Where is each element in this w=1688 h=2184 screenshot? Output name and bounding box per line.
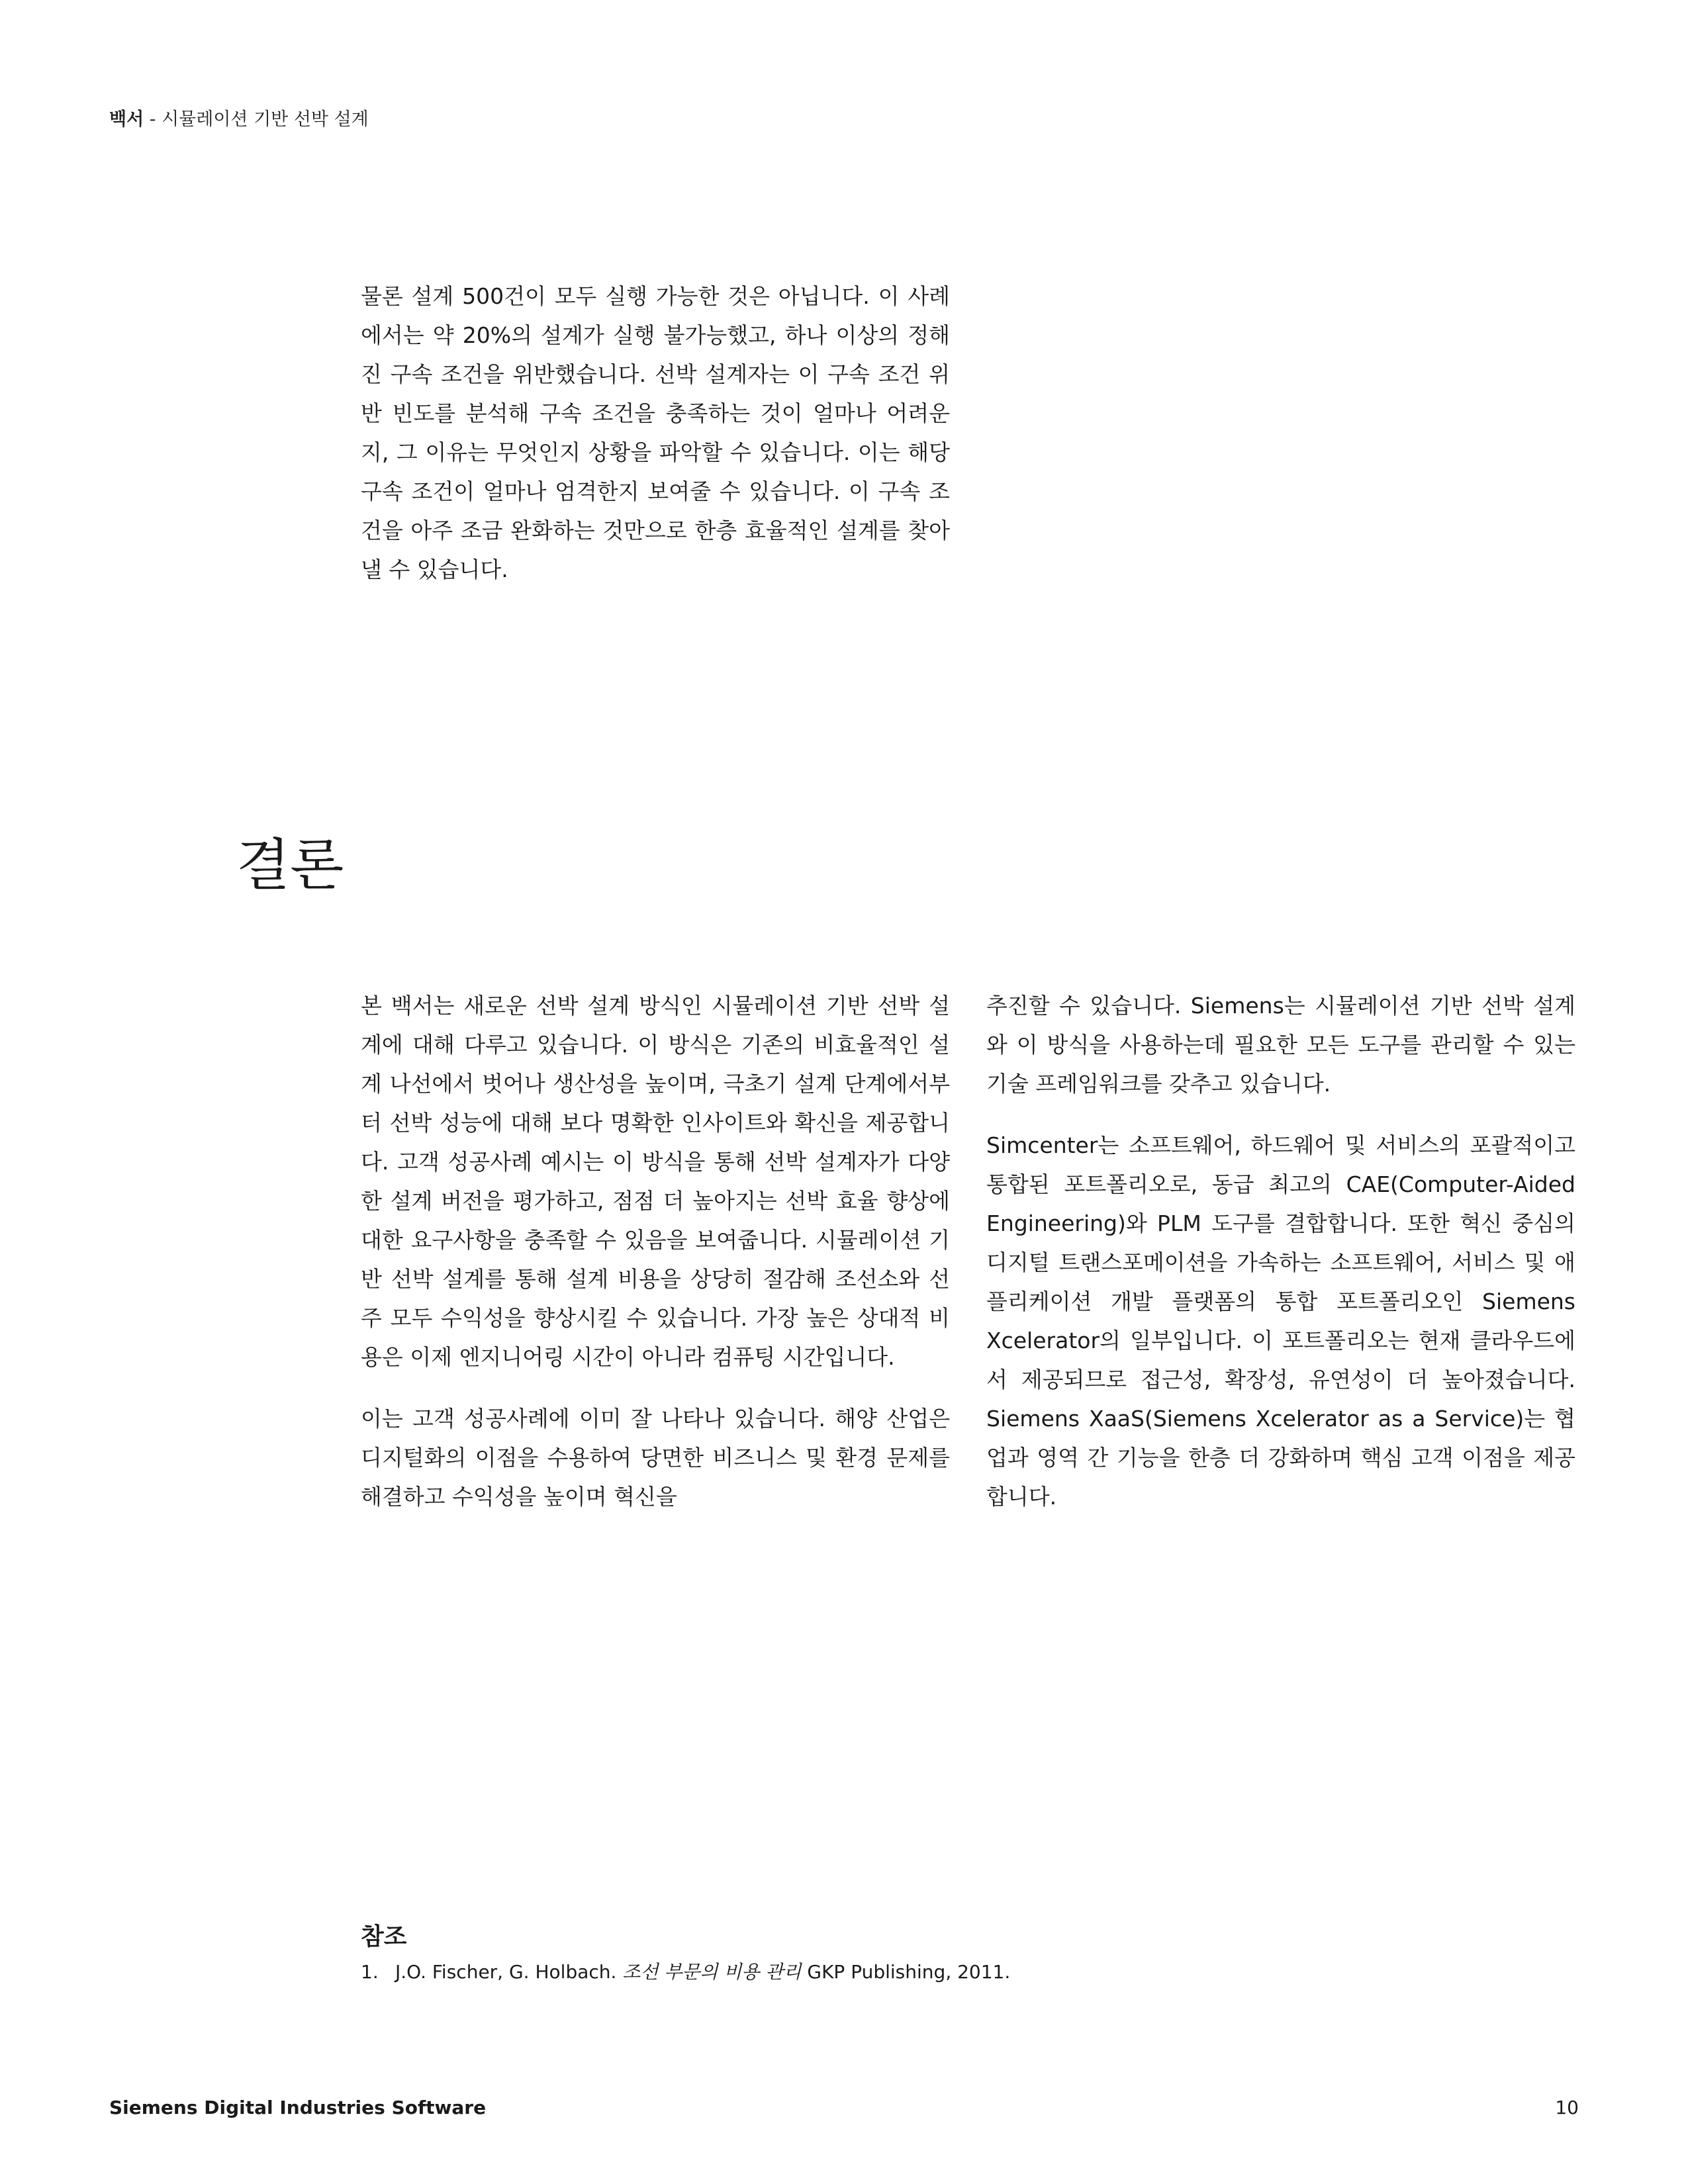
conclusion-left-column (361, 986, 950, 1539)
conclusion-paragraph: 본 백서는 새로운 선박 설계 방식인 시뮬레이션 기반 선박 설계에 대해 다루고 있습니다. 이 방식은 기존의 비효율적인 설계 나선에서 벗어나 생산성을 높이며, 극초기 설계 단계에서부터 선박 성능에 대해 보다 명확한 인사이트와 확신을 제공합니다. 고객 성공사례 예시는 이 방식을 통해 선박 설계자가 다양한 설계 버전을 평가하고, 점점 더 높아지는 선박 효율 향상에 대한 요구사항을 충족할 수 있음을 보여줍니다. 시뮬레이션 기반 선박 설계를 통해 설계 비용을 상당히 절감해 조선소와 선주 모두 수익성을 향상시킬 수 있습니다. 가장 높은 상대적 비용은 이제 엔지니어링 시간이 아니라 컴퓨팅 시간입니다. (361, 993, 950, 1370)
references-list (361, 1959, 1552, 1985)
conclusion-paragraph: 이는 고객 성공사례에 이미 잘 나타나 있습니다. 해양 산업은 디지털화의 이점을 수용하여 당면한 비즈니스 및 환경 문제를 해결하고 수익성을 높이며 혁신을 (361, 1406, 950, 1510)
page-number: 10 (1555, 2097, 1579, 2118)
intro-section (361, 277, 950, 612)
reference-item (361, 1959, 1552, 1985)
header-title: 시뮬레이션 기반 선박 설계 (162, 109, 369, 130)
reference-title: 조선 부문의 비용 관리 (622, 1961, 802, 1983)
reference-authors: J.O. Fischer, G. Holbach. (395, 1961, 623, 1983)
header-label: 백서 (109, 109, 144, 130)
footer-company: Siemens Digital Industries Software (109, 2097, 487, 2118)
conclusion-heading: 결론 (236, 833, 344, 897)
page-header (109, 105, 369, 130)
conclusion-paragraph: 추진할 수 있습니다. Siemens는 시뮬레이션 기반 선박 설계와 이 방식을 사용하는데 필요한 모든 도구를 관리할 수 있는 기술 프레임워크를 갖추고 있습니다. (986, 993, 1575, 1097)
header-separator: - (144, 109, 162, 130)
reference-publisher: GKP Publishing, 2011. (801, 1961, 1011, 1983)
conclusion-right-column (986, 986, 1575, 1539)
conclusion-paragraph: Simcenter는 소프트웨어, 하드웨어 및 서비스의 포괄적이고 통합된 포트폴리오로, 동급 최고의 CAE(Computer-Aided Engineering)와 PLM 도구를 결합합니다. 또한 혁신 중심의 디지털 트랜스포메이션을 가속하는 소프트웨어, 서비스 및 애플리케이션 개발 플랫폼의 통합 포트폴리오인 Siemens Xcelerator의 일부입니다. 이 포트폴리오는 현재 클라우드에서 제공되므로 접근성, 확장성, 유연성이 더 높아졌습니다. Siemens XaaS(Siemens Xcelerator as a Service)는 협업과 영역 간 기능을 한층 더 강화하며 핵심 고객 이점을 제공합니다. (986, 1132, 1575, 1510)
intro-paragraph: 물론 설계 500건이 모두 실행 가능한 것은 아닙니다. 이 사례에서는 약 20%의 설계가 실행 불가능했고, 하나 이상의 정해진 구속 조건을 위반했습니다. 선박 설계자는 이 구속 조건 위반 빈도를 분석해 구속 조건을 충족하는 것이 얼마나 어려운지, 그 이유는 무엇인지 상황을 파악할 수 있습니다. 이는 해당 구속 조건이 얼마나 엄격한지 보여줄 수 있습니다. 이 구속 조건을 아주 조금 완화하는 것만으로 한층 효율적인 설계를 찾아낼 수 있습니다. (361, 283, 950, 582)
reference-number: 1. (361, 1961, 379, 1983)
references-heading: 참조 (361, 1923, 407, 1950)
